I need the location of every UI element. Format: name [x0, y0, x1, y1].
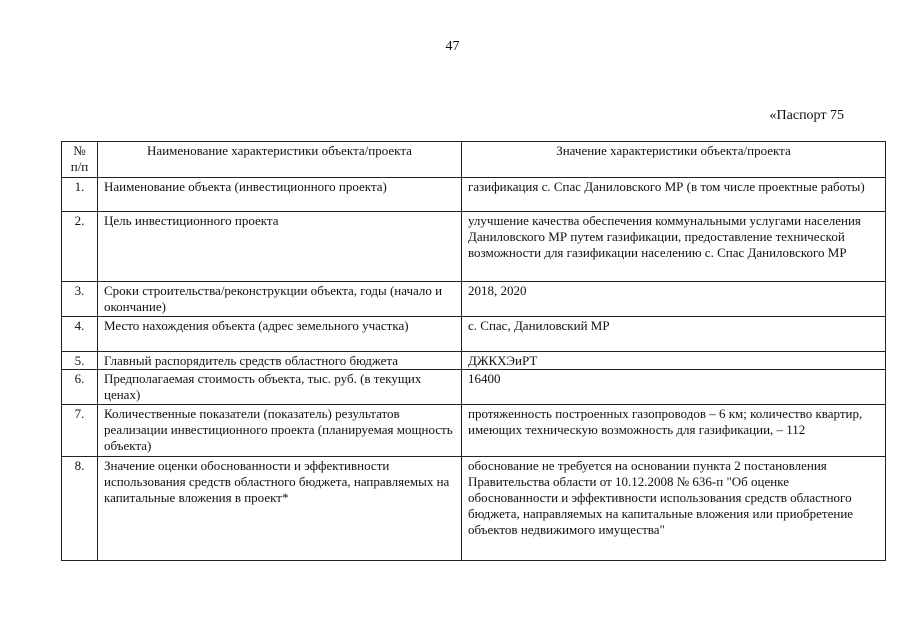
table-row — [62, 405, 886, 457]
row-value: протяженность построенных газопроводов – 6 км; количество квартир, имеющих техническую возможность для газификации, – 112 — [462, 405, 886, 457]
row-num: 5. — [62, 352, 98, 370]
row-name: Значение оценки обоснованности и эффективности использования средств областного бюджета, направляемых на капитальные вложения в проект* — [98, 457, 462, 561]
row-name: Предполагаемая стоимость объекта, тыс. руб. (в текущих ценах) — [98, 370, 462, 405]
table-row — [62, 352, 886, 370]
row-num: 3. — [62, 282, 98, 317]
passport-title: «Паспорт 75 — [769, 108, 844, 123]
table-row — [62, 457, 886, 561]
header-num: № п/п — [62, 142, 98, 178]
table-row — [62, 282, 886, 317]
header-name: Наименование характеристики объекта/проекта — [98, 142, 462, 178]
row-value: ДЖКХЭиРТ — [462, 352, 886, 370]
table-row — [62, 178, 886, 212]
table-row — [62, 370, 886, 405]
row-num: 4. — [62, 317, 98, 352]
row-num: 8. — [62, 457, 98, 561]
row-value: 2018, 2020 — [462, 282, 886, 317]
page-number: 47 — [445, 39, 460, 54]
table-row — [62, 317, 886, 352]
row-name: Сроки строительства/реконструкции объекта, годы (начало и окончание) — [98, 282, 462, 317]
row-value: обоснование не требуется на основании пункта 2 постановления Правительства области от 10.12.2008 № 636-п "Об оценке обоснованности и эффективности использования средств областного бюджета, направляемых на капитальные вложения или приобретение объектов недвижимого имущества" — [462, 457, 886, 561]
row-name: Наименование объекта (инвестиционного проекта) — [98, 178, 462, 212]
row-name: Место нахождения объекта (адрес земельного участка) — [98, 317, 462, 352]
row-num: 1. — [62, 178, 98, 212]
row-value: газификация с. Спас Даниловского МР (в том числе проектные работы) — [462, 178, 886, 212]
row-num: 6. — [62, 370, 98, 405]
passport-table — [61, 141, 886, 561]
row-name: Количественные показатели (показатель) результатов реализации инвестиционного проекта (планируемая мощность объекта) — [98, 405, 462, 457]
row-value: улучшение качества обеспечения коммунальными услугами населения Даниловского МР путем газификации, предоставление технической возможности для газификации населению с. Спас Даниловского МР — [462, 212, 886, 282]
row-name: Главный распорядитель средств областного бюджета — [98, 352, 462, 370]
row-num: 2. — [62, 212, 98, 282]
row-value: с. Спас, Даниловский МР — [462, 317, 886, 352]
table-row — [62, 212, 886, 282]
table-header-row — [62, 142, 886, 178]
row-num: 7. — [62, 405, 98, 457]
row-name: Цель инвестиционного проекта — [98, 212, 462, 282]
header-value: Значение характеристики объекта/проекта — [462, 142, 886, 178]
row-value: 16400 — [462, 370, 886, 405]
